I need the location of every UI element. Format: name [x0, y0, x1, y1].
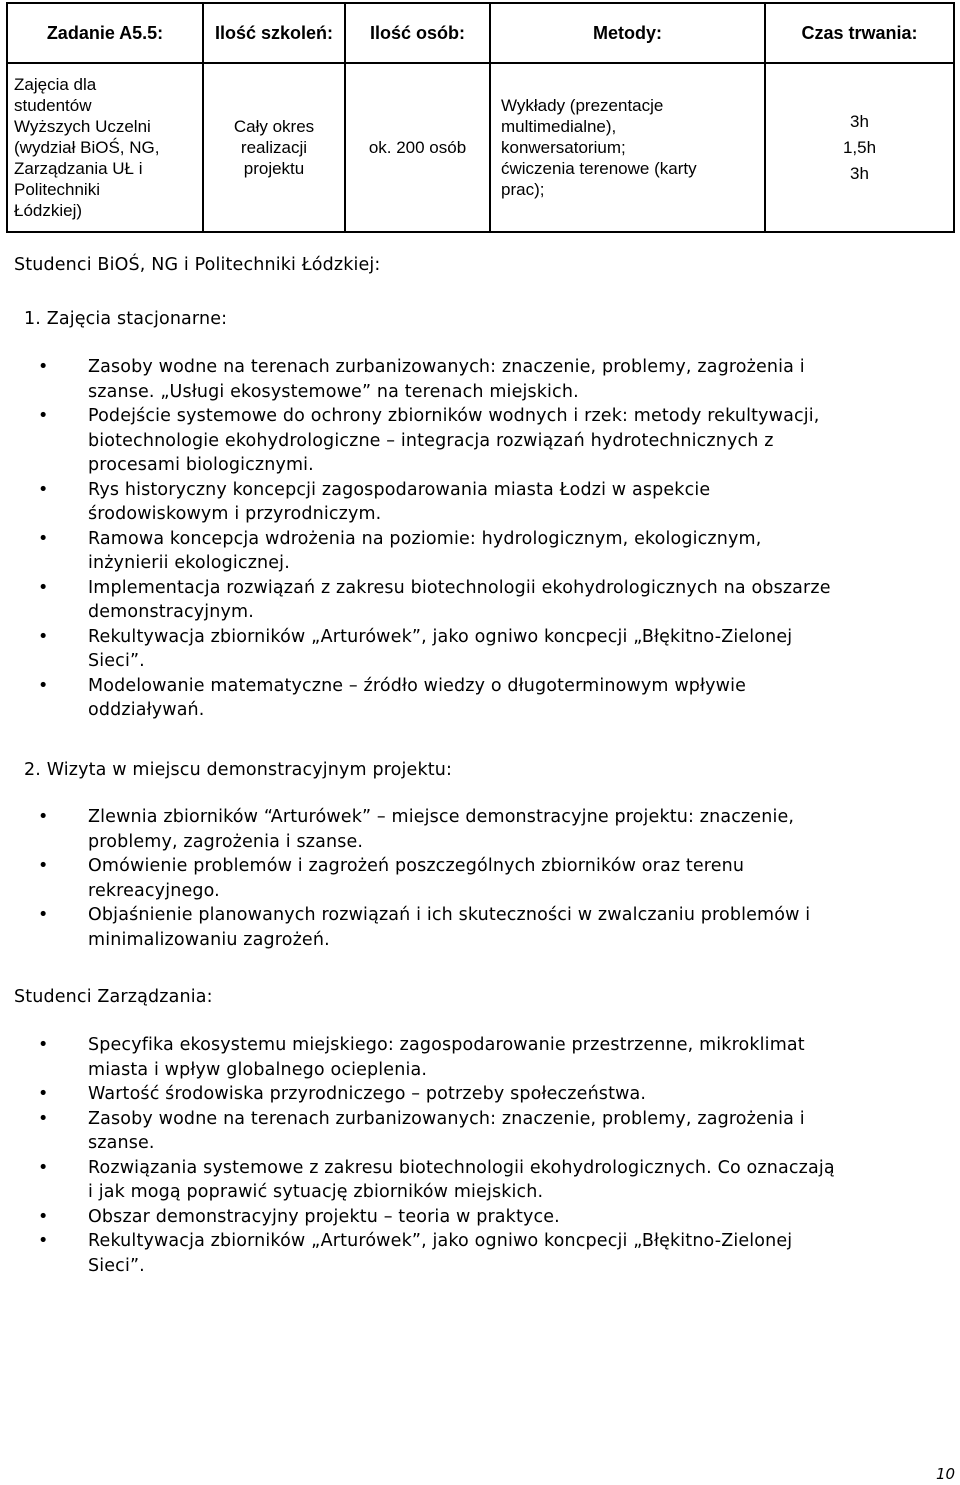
methods-line: konwersatorium; — [501, 138, 626, 157]
bullet-icon: • — [38, 357, 49, 377]
list-item — [38, 805, 938, 854]
list-item-line: Omówienie problemów i zagrożeń poszczególnych zbiorników oraz terenu — [88, 856, 745, 876]
group2-heading: Studenci Zarządzania: — [14, 987, 213, 1007]
list-item-line: inżynierii ekologicznej. — [88, 553, 290, 573]
methods-line: Wykłady (prezentacje — [501, 96, 664, 115]
list-item — [38, 478, 938, 527]
task-table — [6, 2, 955, 233]
bullet-icon: • — [38, 406, 49, 426]
list-item-line: i jak mogą poprawić sytuację zbiorników miejskich. — [88, 1182, 544, 1202]
list-item-line: szanse. „Usługi ekosystemowe” na terenach miejskich. — [88, 381, 579, 402]
bullet-icon: • — [38, 675, 49, 696]
audience-cell — [7, 63, 203, 232]
list-item-line: Rys historyczny koncepcji zagospodarowania miasta Łodzi w aspekcie — [88, 479, 711, 500]
list-item-line: Modelowanie matematyczne – źródło wiedzy o długoterminowym wpływie — [88, 675, 747, 696]
header-trainings: Ilość szkoleń: — [203, 3, 345, 63]
section2-title: 2. Wizyta w miejscu demonstracyjnym projektu: — [24, 760, 453, 780]
list-item-line: Specyfika ekosystemu miejskiego: zagospodarowanie przestrzenne, mikroklimat — [88, 1035, 805, 1055]
page-number: 10 — [936, 1465, 956, 1483]
header-people: Ilość osób: — [345, 3, 490, 63]
list-item — [38, 404, 938, 478]
audience-line: Zajęcia dla — [14, 75, 97, 94]
bullet-icon: • — [38, 1231, 49, 1251]
list-item-line: rekreacyjnego. — [88, 880, 220, 901]
bullet-icon: • — [38, 856, 49, 876]
list-item-line: Rozwiązania systemowe z zakresu biotechnologii ekohydrologicznych. Co oznaczają — [88, 1157, 835, 1178]
header-methods: Metody: — [490, 3, 765, 63]
list-item — [38, 854, 938, 903]
list-item-line: środowiskowym i przyrodniczym. — [88, 504, 382, 524]
list-item-line: Objaśnienie planowanych rozwiązań i ich skuteczności w zwalczaniu problemów i — [88, 905, 811, 925]
audience-line: studentów — [14, 96, 92, 115]
bullet-icon: • — [38, 807, 49, 827]
list-item — [38, 903, 938, 952]
duration-cell — [765, 63, 954, 232]
audience-line: Wyższych Uczelni — [14, 117, 151, 136]
bullet-icon: • — [38, 479, 49, 500]
bullet-icon: • — [38, 905, 49, 925]
header-duration: Czas trwania: — [765, 3, 954, 63]
list-item — [38, 1156, 938, 1205]
list-item-line: problemy, zagrożenia i szanse. — [88, 831, 364, 852]
group1-heading: Studenci BiOŚ, NG i Politechniki Łódzkiej: — [14, 255, 381, 275]
bullet-icon: • — [38, 1206, 49, 1227]
trainings-line: projektu — [243, 159, 305, 178]
list-item — [38, 1205, 938, 1230]
audience-line: Politechniki — [14, 180, 100, 199]
methods-line: multimedialne), — [501, 117, 617, 136]
list-item-line: miasta i wpływ globalnego ocieplenia. — [88, 1059, 428, 1080]
list-item-line: Zlewnia zbiorników “Arturówek” – miejsce demonstracyjne projektu: znaczenie, — [88, 807, 795, 827]
list-item-line: Wartość środowiska przyrodniczego – potrzeby społeczeństwa. — [88, 1084, 647, 1104]
group2-list — [38, 1033, 938, 1278]
table-row — [7, 63, 954, 232]
bullet-icon: • — [38, 1084, 49, 1104]
list-item-line: Implementacja rozwiązań z zakresu biotechnologii ekohydrologicznych na obszarze — [88, 577, 831, 598]
bullet-icon: • — [38, 1035, 49, 1055]
trainings-line: realizacji — [240, 138, 308, 157]
list-item-line: biotechnologie ekohydrologiczne – integracja rozwiązań hydrotechnicznych z — [88, 430, 774, 451]
bullet-icon: • — [38, 626, 49, 647]
audience-line: (wydział BiOŚ, NG, — [14, 138, 160, 157]
list-item-line: Podejście systemowe do ochrony zbiorników wodnych i rzek: metody rekultywacji, — [88, 406, 820, 426]
bullet-icon: • — [38, 577, 49, 598]
list-item — [38, 355, 938, 404]
section1-list — [38, 355, 938, 723]
list-item — [38, 1082, 938, 1107]
trainings-line: Cały okres — [233, 117, 315, 136]
bullet-icon: • — [38, 1157, 49, 1178]
list-item-line: Sieci”. — [88, 1255, 145, 1276]
bullet-icon: • — [38, 528, 49, 549]
list-item-line: oddziaływań. — [88, 700, 205, 720]
list-item — [38, 527, 938, 576]
list-item-line: Zasoby wodne na terenach zurbanizowanych: znaczenie, problemy, zagrożenia i — [88, 1108, 805, 1129]
list-item-line: Rekultywacja zbiorników „Arturówek”, jako ogniwo koncpecji „Błękitno-Zielonej — [88, 626, 793, 647]
methods-line: ćwiczenia terenowe (karty — [501, 159, 697, 178]
list-item-line: Rekultywacja zbiorników „Arturówek”, jako ogniwo koncpecji „Błękitno-Zielonej — [88, 1231, 793, 1251]
list-item — [38, 1229, 938, 1278]
section2-list — [38, 805, 938, 952]
bullet-icon: • — [38, 1108, 49, 1129]
list-item — [38, 674, 938, 723]
list-item-line: Ramowa koncepcja wdrożenia na poziomie: hydrologicznym, ekologicznym, — [88, 528, 762, 549]
trainings-cell — [203, 63, 345, 232]
duration-value: 3h — [850, 163, 869, 183]
list-item-line: Sieci”. — [88, 651, 145, 671]
audience-line: Łódzkiej) — [14, 201, 83, 220]
list-item-line: Obszar demonstracyjny projektu – teoria w praktyce. — [88, 1206, 560, 1227]
duration-value: 1,5h — [842, 137, 877, 157]
header-task: Zadanie A5.5: — [7, 3, 203, 63]
list-item-line: Zasoby wodne na terenach zurbanizowanych: znaczenie, problemy, zagrożenia i — [88, 357, 805, 377]
people-cell: ok. 200 osób — [345, 63, 490, 232]
audience-line: Zarządzania UŁ i — [14, 159, 143, 178]
table-header-row — [7, 3, 954, 63]
list-item — [38, 1107, 938, 1156]
list-item-line: procesami biologicznymi. — [88, 455, 314, 475]
list-item-line: szanse. — [88, 1133, 155, 1153]
methods-line: prac); — [501, 180, 545, 199]
list-item-line: demonstracyjnym. — [88, 602, 254, 622]
duration-value: 3h — [850, 111, 869, 131]
list-item — [38, 576, 938, 625]
section1-title: 1. Zajęcia stacjonarne: — [24, 309, 228, 329]
methods-cell — [490, 63, 765, 232]
list-item — [38, 1033, 938, 1082]
list-item — [38, 625, 938, 674]
list-item-line: minimalizowaniu zagrożeń. — [88, 929, 330, 950]
